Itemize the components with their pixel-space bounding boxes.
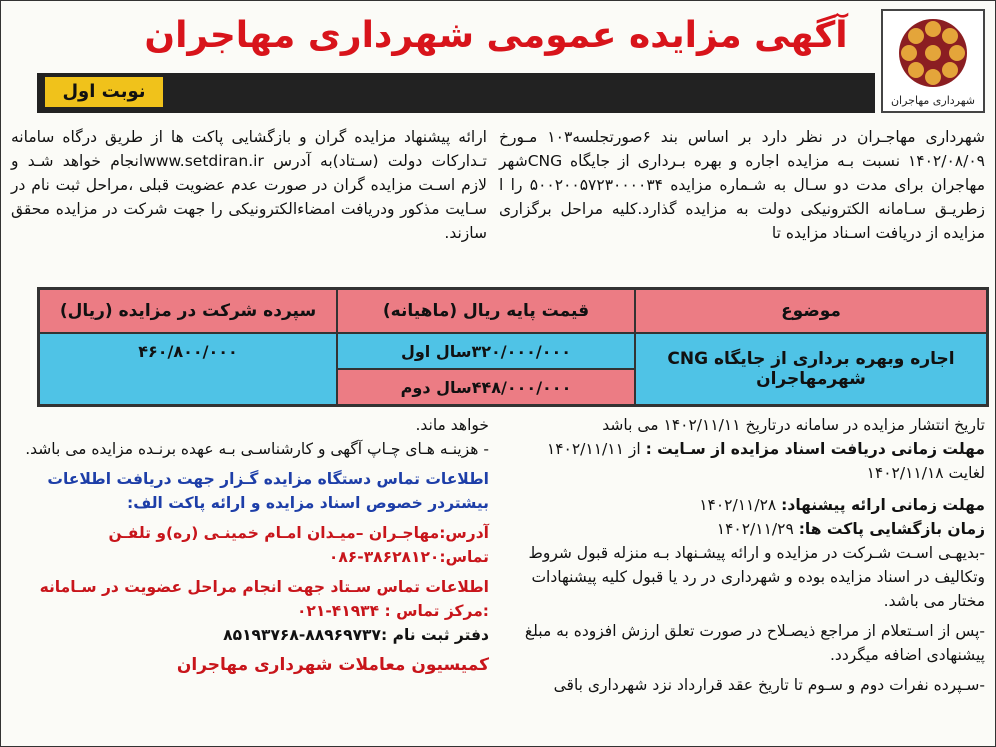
deposit-cell: ۴۶۰/۸۰۰/۰۰۰ [39,333,337,405]
doc-deadline-label: مهلت زمانی دریافت اسناد مزایده از سـایت : [645,440,985,458]
cost-note: - هزینـه هـای چـاپ آگهی و کارشناسـی بـه عهده برنـده مزایده می باشد. [25,440,489,458]
signature: کمیسیون معاملات شهرداری مهاجران [176,655,489,675]
opening-value: ۱۴۰۲/۱۱/۲۹ [716,520,794,538]
opening-line [499,517,985,541]
contact-address: آدرس:مهاجـران –میـدان امـام خمینـی (ره)و تلفـن تماس:۳۸۶۲۸۱۲۰-۰۸۶ [108,524,489,566]
header-deposit: سپرده شرکت در مزایده (ریال) [39,289,337,333]
details-left-column [13,413,489,677]
call-center: :مرکز تماس : ۴۱۹۳۴-۰۲۱ [296,602,489,620]
intro-text-left: ارائه پیشنهاد مزایده گران و بازگشایی پاکت ها از طریق درگاه سامانه تـدارکات دولت (سـتاد)به آدرس www.setdiran.irانجام خواهد شـد و لازم اسـت مزایده گران در صورت عدم عضویت قبلی ،مراحل ثبت نام در سـایت مذکور ودریافت امضاءالکترونیکی را جهت شرکت در مزایده محقق سازند. [11,128,487,242]
setad-contact-title: اطلاعات تماس سـتاد جهت انجام مراحل عضویت در سـامانه [39,578,489,596]
offer-deadline-label: مهلت زمانی ارائه پیشنهاد: [781,496,985,514]
price-year1-cell: ۳۲۰/۰۰۰/۰۰۰سال اول [337,333,635,369]
header-base-price: قیمت پایه ریال (ماهیانه) [337,289,635,333]
note-acceptance: -بدیهـی اسـت شـرکت در مزایده و ارائه پیشـنهاد بـه منزله قبول شروط وتکالیف در اسناد مزایده بوده و شهرداری در رد یا قبول کلیه پیشنهادات مختار می باشد. [528,544,985,610]
logo-caption: شهرداری مهاجران [890,94,976,107]
page-title: آگهی مزایده عمومی شهرداری مهاجران [144,15,848,56]
doc-deadline-to: لغایت ۱۴۰۲/۱۱/۱۸ [866,464,985,482]
rosette-icon [883,11,983,95]
price-year2-cell: ۴۴۸/۰۰۰/۰۰۰سال دوم [337,369,635,405]
continuation-text: خواهد ماند. [415,416,489,434]
details-right-column [499,413,985,697]
auction-table [37,287,989,407]
publish-date-line: تاریخ انتشار مزایده در سامانه درتاریخ ۱۴۰۲/۱۱/۱۱ می باشد [602,416,985,434]
intro-text-right: شهرداری مهاجـران در نظر دارد بر اساس بند ۶صورتجلسه۱۰۳ مـورخ ۱۴۰۲/۰۸/۰۹ نسبت بـه مزایده اجاره و بهره بـرداری از جایگاه CNGشهر مهاجران برای مدت دو سـال به شـماره مزایده ۵۰۰۲۰۰۵۷۲۳۰۰۰۰۳۴ را ا زطریـق سـامانه الکترونیکی دولت به مزایده گذارد.کلیه مراحل برگزاری مزایده از دریافت اسـناد مزایده تا [499,128,985,242]
registry-office: دفتر ثبت نام :۸۸۹۶۹۷۳۷-۸۵۱۹۳۷۶۸ [223,626,489,644]
contact-title: اطلاعات تماس دستگاه مزایده گـزار جهت دریافت اطلاعات بیشتردر خصوص اسناد مزایده و ارائه پاکت الف: [47,470,489,512]
doc-deadline-from: از ۱۴۰۲/۱۱/۱۱ [546,440,641,458]
doc-deadline-line [499,437,985,461]
subject-cell: اجاره وبهره برداری از جایگاه CNG شهرمهاجران [635,333,987,405]
note-vat: -پس از اسـتعلام از مراجع ذیصـلاح در صورت تعلق ارزش افزوده به مبلغ پیشنهادی اضافه میگردد. [524,622,985,664]
notice-round-badge: نوبت اول [45,77,163,107]
header-subject: موضوع [635,289,987,333]
note-deposit: -سـپرده نفرات دوم و سـوم تا تاریخ عقد قرارداد نزد شهرداری باقی [553,676,985,694]
opening-label: زمان بازگشایی پاکت ها: [798,520,985,538]
municipality-logo [881,9,985,113]
offer-deadline-value: ۱۴۰۲/۱۱/۲۸ [699,496,777,514]
offer-deadline-line [499,493,985,517]
